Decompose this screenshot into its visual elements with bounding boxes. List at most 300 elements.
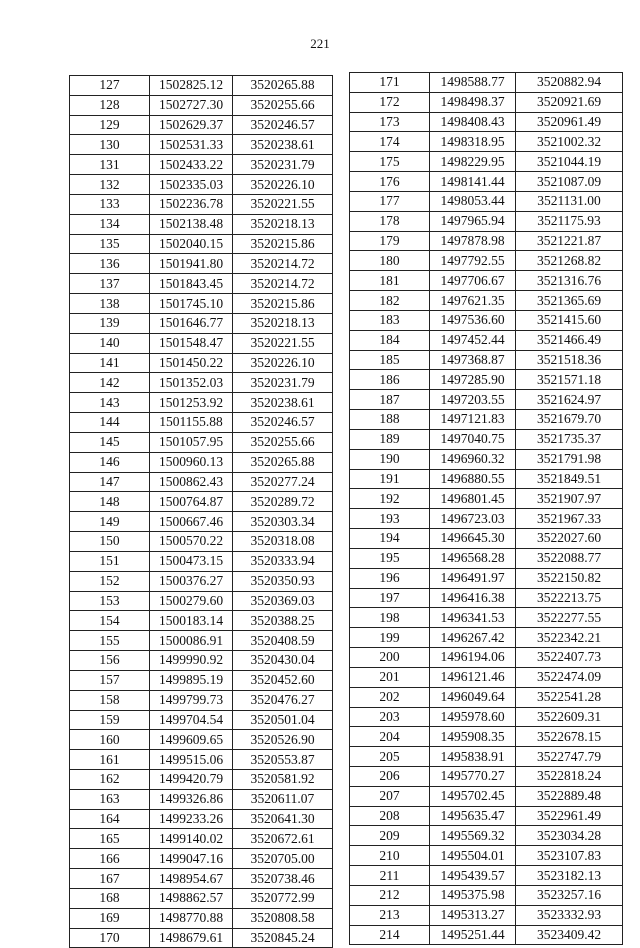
x-coordinate-cell: 1497878.98 bbox=[430, 231, 516, 251]
point-number-cell: 175 bbox=[350, 152, 430, 172]
x-coordinate-cell: 1499799.73 bbox=[150, 690, 233, 710]
point-number-cell: 174 bbox=[350, 132, 430, 152]
x-coordinate-cell: 1497121.83 bbox=[430, 410, 516, 430]
y-coordinate-cell: 3523409.42 bbox=[516, 925, 623, 945]
x-coordinate-cell: 1500667.46 bbox=[150, 512, 233, 532]
x-coordinate-cell: 1498679.61 bbox=[150, 928, 233, 948]
point-number-cell: 149 bbox=[70, 512, 150, 532]
y-coordinate-cell: 3521268.82 bbox=[516, 251, 623, 271]
y-coordinate-cell: 3521735.37 bbox=[516, 429, 623, 449]
y-coordinate-cell: 3523332.93 bbox=[516, 905, 623, 925]
x-coordinate-cell: 1500473.15 bbox=[150, 551, 233, 571]
x-coordinate-cell: 1496491.97 bbox=[430, 568, 516, 588]
point-number-cell: 205 bbox=[350, 747, 430, 767]
x-coordinate-cell: 1496880.55 bbox=[430, 469, 516, 489]
table-row bbox=[70, 730, 333, 750]
point-number-cell: 210 bbox=[350, 846, 430, 866]
table-row bbox=[70, 333, 333, 353]
point-number-cell: 186 bbox=[350, 370, 430, 390]
table-row bbox=[70, 254, 333, 274]
table-row bbox=[350, 112, 623, 132]
table-row bbox=[70, 492, 333, 512]
x-coordinate-cell: 1499990.92 bbox=[150, 651, 233, 671]
table-row bbox=[70, 373, 333, 393]
x-coordinate-cell: 1497452.44 bbox=[430, 330, 516, 350]
x-coordinate-cell: 1501843.45 bbox=[150, 274, 233, 294]
x-coordinate-cell: 1499704.54 bbox=[150, 710, 233, 730]
x-coordinate-cell: 1496645.30 bbox=[430, 529, 516, 549]
x-coordinate-cell: 1500279.60 bbox=[150, 591, 233, 611]
x-coordinate-cell: 1498770.88 bbox=[150, 908, 233, 928]
table-row bbox=[70, 769, 333, 789]
x-coordinate-cell: 1495635.47 bbox=[430, 806, 516, 826]
point-number-cell: 163 bbox=[70, 789, 150, 809]
point-number-cell: 185 bbox=[350, 350, 430, 370]
y-coordinate-cell: 3520289.72 bbox=[233, 492, 333, 512]
y-coordinate-cell: 3520214.72 bbox=[233, 274, 333, 294]
x-coordinate-cell: 1497040.75 bbox=[430, 429, 516, 449]
table-row bbox=[70, 234, 333, 254]
point-number-cell: 155 bbox=[70, 631, 150, 651]
x-coordinate-cell: 1495702.45 bbox=[430, 786, 516, 806]
y-coordinate-cell: 3520553.87 bbox=[233, 750, 333, 770]
y-coordinate-cell: 3520214.72 bbox=[233, 254, 333, 274]
x-coordinate-cell: 1498862.57 bbox=[150, 888, 233, 908]
table-row bbox=[350, 588, 623, 608]
point-number-cell: 144 bbox=[70, 413, 150, 433]
point-number-cell: 142 bbox=[70, 373, 150, 393]
y-coordinate-cell: 3520581.92 bbox=[233, 769, 333, 789]
x-coordinate-cell: 1501450.22 bbox=[150, 353, 233, 373]
table-row bbox=[350, 885, 623, 905]
coordinates-table-left bbox=[69, 75, 333, 948]
x-coordinate-cell: 1495978.60 bbox=[430, 707, 516, 727]
y-coordinate-cell: 3520238.61 bbox=[233, 135, 333, 155]
table-row bbox=[350, 548, 623, 568]
y-coordinate-cell: 3520318.08 bbox=[233, 532, 333, 552]
y-coordinate-cell: 3520238.61 bbox=[233, 393, 333, 413]
x-coordinate-cell: 1499609.65 bbox=[150, 730, 233, 750]
y-coordinate-cell: 3521624.97 bbox=[516, 390, 623, 410]
y-coordinate-cell: 3521044.19 bbox=[516, 152, 623, 172]
point-number-cell: 148 bbox=[70, 492, 150, 512]
point-number-cell: 170 bbox=[70, 928, 150, 948]
table-row bbox=[350, 707, 623, 727]
point-number-cell: 169 bbox=[70, 908, 150, 928]
point-number-cell: 156 bbox=[70, 651, 150, 671]
table-row bbox=[350, 846, 623, 866]
y-coordinate-cell: 3522213.75 bbox=[516, 588, 623, 608]
x-coordinate-cell: 1496267.42 bbox=[430, 628, 516, 648]
x-coordinate-cell: 1495251.44 bbox=[430, 925, 516, 945]
x-coordinate-cell: 1495908.35 bbox=[430, 727, 516, 747]
table-row bbox=[350, 92, 623, 112]
y-coordinate-cell: 3520921.69 bbox=[516, 92, 623, 112]
table-row bbox=[70, 591, 333, 611]
point-number-cell: 141 bbox=[70, 353, 150, 373]
x-coordinate-cell: 1500183.14 bbox=[150, 611, 233, 631]
x-coordinate-cell: 1498141.44 bbox=[430, 172, 516, 192]
table-row bbox=[70, 135, 333, 155]
table-row bbox=[70, 413, 333, 433]
table-row bbox=[350, 370, 623, 390]
point-number-cell: 158 bbox=[70, 690, 150, 710]
x-coordinate-cell: 1495375.98 bbox=[430, 885, 516, 905]
table-row bbox=[70, 175, 333, 195]
point-number-cell: 176 bbox=[350, 172, 430, 192]
x-coordinate-cell: 1502433.22 bbox=[150, 155, 233, 175]
point-number-cell: 165 bbox=[70, 829, 150, 849]
point-number-cell: 129 bbox=[70, 115, 150, 135]
table-row bbox=[70, 115, 333, 135]
table-row bbox=[70, 214, 333, 234]
point-number-cell: 188 bbox=[350, 410, 430, 430]
y-coordinate-cell: 3520672.61 bbox=[233, 829, 333, 849]
table-row bbox=[70, 710, 333, 730]
table-row bbox=[350, 271, 623, 291]
table-row bbox=[350, 766, 623, 786]
table-row bbox=[70, 194, 333, 214]
table-row bbox=[70, 532, 333, 552]
x-coordinate-cell: 1496416.38 bbox=[430, 588, 516, 608]
x-coordinate-cell: 1499233.26 bbox=[150, 809, 233, 829]
x-coordinate-cell: 1502727.30 bbox=[150, 95, 233, 115]
point-number-cell: 207 bbox=[350, 786, 430, 806]
y-coordinate-cell: 3520611.07 bbox=[233, 789, 333, 809]
y-coordinate-cell: 3522088.77 bbox=[516, 548, 623, 568]
table-row bbox=[70, 789, 333, 809]
table-row bbox=[70, 670, 333, 690]
x-coordinate-cell: 1498498.37 bbox=[430, 92, 516, 112]
x-coordinate-cell: 1495504.01 bbox=[430, 846, 516, 866]
table-row bbox=[70, 353, 333, 373]
table-row bbox=[350, 73, 623, 93]
y-coordinate-cell: 3521571.18 bbox=[516, 370, 623, 390]
x-coordinate-cell: 1497792.55 bbox=[430, 251, 516, 271]
y-coordinate-cell: 3521221.87 bbox=[516, 231, 623, 251]
table-row bbox=[350, 310, 623, 330]
x-coordinate-cell: 1496723.03 bbox=[430, 509, 516, 529]
x-coordinate-cell: 1497285.90 bbox=[430, 370, 516, 390]
point-number-cell: 133 bbox=[70, 194, 150, 214]
point-number-cell: 140 bbox=[70, 333, 150, 353]
table-row bbox=[350, 251, 623, 271]
y-coordinate-cell: 3520215.86 bbox=[233, 294, 333, 314]
point-number-cell: 153 bbox=[70, 591, 150, 611]
y-coordinate-cell: 3521518.36 bbox=[516, 350, 623, 370]
table-row bbox=[350, 449, 623, 469]
point-number-cell: 157 bbox=[70, 670, 150, 690]
x-coordinate-cell: 1498408.43 bbox=[430, 112, 516, 132]
x-coordinate-cell: 1495569.32 bbox=[430, 826, 516, 846]
point-number-cell: 204 bbox=[350, 727, 430, 747]
point-number-cell: 172 bbox=[350, 92, 430, 112]
point-number-cell: 199 bbox=[350, 628, 430, 648]
point-number-cell: 173 bbox=[350, 112, 430, 132]
y-coordinate-cell: 3520215.86 bbox=[233, 234, 333, 254]
point-number-cell: 177 bbox=[350, 191, 430, 211]
y-coordinate-cell: 3522678.15 bbox=[516, 727, 623, 747]
x-coordinate-cell: 1500376.27 bbox=[150, 571, 233, 591]
point-number-cell: 152 bbox=[70, 571, 150, 591]
point-number-cell: 134 bbox=[70, 214, 150, 234]
y-coordinate-cell: 3522747.79 bbox=[516, 747, 623, 767]
x-coordinate-cell: 1496568.28 bbox=[430, 548, 516, 568]
point-number-cell: 195 bbox=[350, 548, 430, 568]
table-row bbox=[350, 330, 623, 350]
y-coordinate-cell: 3523107.83 bbox=[516, 846, 623, 866]
table-row bbox=[70, 869, 333, 889]
point-number-cell: 179 bbox=[350, 231, 430, 251]
x-coordinate-cell: 1499047.16 bbox=[150, 849, 233, 869]
table-row bbox=[350, 648, 623, 668]
y-coordinate-cell: 3520452.60 bbox=[233, 670, 333, 690]
x-coordinate-cell: 1499140.02 bbox=[150, 829, 233, 849]
y-coordinate-cell: 3520705.00 bbox=[233, 849, 333, 869]
y-coordinate-cell: 3521679.70 bbox=[516, 410, 623, 430]
x-coordinate-cell: 1497965.94 bbox=[430, 211, 516, 231]
y-coordinate-cell: 3522609.31 bbox=[516, 707, 623, 727]
y-coordinate-cell: 3520226.10 bbox=[233, 353, 333, 373]
y-coordinate-cell: 3522541.28 bbox=[516, 687, 623, 707]
table-row bbox=[70, 512, 333, 532]
x-coordinate-cell: 1495439.57 bbox=[430, 866, 516, 886]
x-coordinate-cell: 1501155.88 bbox=[150, 413, 233, 433]
y-coordinate-cell: 3520808.58 bbox=[233, 908, 333, 928]
x-coordinate-cell: 1499895.19 bbox=[150, 670, 233, 690]
point-number-cell: 154 bbox=[70, 611, 150, 631]
y-coordinate-cell: 3522150.82 bbox=[516, 568, 623, 588]
table-row bbox=[350, 211, 623, 231]
x-coordinate-cell: 1498954.67 bbox=[150, 869, 233, 889]
y-coordinate-cell: 3520265.88 bbox=[233, 452, 333, 472]
y-coordinate-cell: 3520961.49 bbox=[516, 112, 623, 132]
point-number-cell: 131 bbox=[70, 155, 150, 175]
table-row bbox=[350, 191, 623, 211]
point-number-cell: 213 bbox=[350, 905, 430, 925]
point-number-cell: 181 bbox=[350, 271, 430, 291]
point-number-cell: 201 bbox=[350, 667, 430, 687]
y-coordinate-cell: 3520265.88 bbox=[233, 76, 333, 96]
x-coordinate-cell: 1495770.27 bbox=[430, 766, 516, 786]
table-row bbox=[350, 132, 623, 152]
y-coordinate-cell: 3520772.99 bbox=[233, 888, 333, 908]
y-coordinate-cell: 3522407.73 bbox=[516, 648, 623, 668]
table-row bbox=[70, 95, 333, 115]
y-coordinate-cell: 3520246.57 bbox=[233, 115, 333, 135]
table-row bbox=[70, 274, 333, 294]
y-coordinate-cell: 3520501.04 bbox=[233, 710, 333, 730]
table-row bbox=[350, 390, 623, 410]
table-row bbox=[70, 809, 333, 829]
table-row bbox=[70, 432, 333, 452]
y-coordinate-cell: 3520221.55 bbox=[233, 194, 333, 214]
table-row bbox=[70, 472, 333, 492]
y-coordinate-cell: 3521466.49 bbox=[516, 330, 623, 350]
x-coordinate-cell: 1502040.15 bbox=[150, 234, 233, 254]
coordinates-table-right bbox=[349, 72, 623, 945]
point-number-cell: 189 bbox=[350, 429, 430, 449]
x-coordinate-cell: 1496341.53 bbox=[430, 608, 516, 628]
point-number-cell: 150 bbox=[70, 532, 150, 552]
point-number-cell: 146 bbox=[70, 452, 150, 472]
y-coordinate-cell: 3520388.25 bbox=[233, 611, 333, 631]
x-coordinate-cell: 1499326.86 bbox=[150, 789, 233, 809]
x-coordinate-cell: 1496049.64 bbox=[430, 687, 516, 707]
x-coordinate-cell: 1502138.48 bbox=[150, 214, 233, 234]
point-number-cell: 208 bbox=[350, 806, 430, 826]
table-row bbox=[350, 410, 623, 430]
point-number-cell: 184 bbox=[350, 330, 430, 350]
y-coordinate-cell: 3520226.10 bbox=[233, 175, 333, 195]
y-coordinate-cell: 3521002.32 bbox=[516, 132, 623, 152]
table-row bbox=[350, 172, 623, 192]
table-row bbox=[70, 928, 333, 948]
table-row bbox=[70, 452, 333, 472]
y-coordinate-cell: 3522342.21 bbox=[516, 628, 623, 648]
x-coordinate-cell: 1500570.22 bbox=[150, 532, 233, 552]
x-coordinate-cell: 1502531.33 bbox=[150, 135, 233, 155]
point-number-cell: 171 bbox=[350, 73, 430, 93]
point-number-cell: 160 bbox=[70, 730, 150, 750]
y-coordinate-cell: 3522818.24 bbox=[516, 766, 623, 786]
table-row bbox=[350, 429, 623, 449]
x-coordinate-cell: 1498229.95 bbox=[430, 152, 516, 172]
table-row bbox=[70, 690, 333, 710]
table-row bbox=[350, 747, 623, 767]
x-coordinate-cell: 1497203.55 bbox=[430, 390, 516, 410]
point-number-cell: 190 bbox=[350, 449, 430, 469]
y-coordinate-cell: 3521316.76 bbox=[516, 271, 623, 291]
y-coordinate-cell: 3520369.03 bbox=[233, 591, 333, 611]
y-coordinate-cell: 3520255.66 bbox=[233, 432, 333, 452]
point-number-cell: 200 bbox=[350, 648, 430, 668]
y-coordinate-cell: 3520221.55 bbox=[233, 333, 333, 353]
x-coordinate-cell: 1500862.43 bbox=[150, 472, 233, 492]
table-row bbox=[350, 608, 623, 628]
table-row bbox=[70, 829, 333, 849]
y-coordinate-cell: 3521087.09 bbox=[516, 172, 623, 192]
point-number-cell: 161 bbox=[70, 750, 150, 770]
x-coordinate-cell: 1496194.06 bbox=[430, 648, 516, 668]
y-coordinate-cell: 3522889.48 bbox=[516, 786, 623, 806]
y-coordinate-cell: 3520255.66 bbox=[233, 95, 333, 115]
y-coordinate-cell: 3522961.49 bbox=[516, 806, 623, 826]
table-row bbox=[350, 866, 623, 886]
x-coordinate-cell: 1497706.67 bbox=[430, 271, 516, 291]
y-coordinate-cell: 3521175.93 bbox=[516, 211, 623, 231]
point-number-cell: 164 bbox=[70, 809, 150, 829]
y-coordinate-cell: 3521131.00 bbox=[516, 191, 623, 211]
table-row bbox=[70, 750, 333, 770]
table-row bbox=[350, 826, 623, 846]
point-number-cell: 162 bbox=[70, 769, 150, 789]
table-row bbox=[70, 908, 333, 928]
point-number-cell: 196 bbox=[350, 568, 430, 588]
x-coordinate-cell: 1500086.91 bbox=[150, 631, 233, 651]
point-number-cell: 182 bbox=[350, 291, 430, 311]
y-coordinate-cell: 3521415.60 bbox=[516, 310, 623, 330]
table-row bbox=[350, 806, 623, 826]
table-row bbox=[70, 611, 333, 631]
point-number-cell: 197 bbox=[350, 588, 430, 608]
point-number-cell: 193 bbox=[350, 509, 430, 529]
x-coordinate-cell: 1495313.27 bbox=[430, 905, 516, 925]
table-row bbox=[70, 155, 333, 175]
y-coordinate-cell: 3520526.90 bbox=[233, 730, 333, 750]
y-coordinate-cell: 3520231.79 bbox=[233, 373, 333, 393]
point-number-cell: 192 bbox=[350, 489, 430, 509]
point-number-cell: 138 bbox=[70, 294, 150, 314]
x-coordinate-cell: 1501253.92 bbox=[150, 393, 233, 413]
table-row bbox=[350, 489, 623, 509]
point-number-cell: 136 bbox=[70, 254, 150, 274]
y-coordinate-cell: 3520738.46 bbox=[233, 869, 333, 889]
x-coordinate-cell: 1498588.77 bbox=[430, 73, 516, 93]
table-row bbox=[350, 509, 623, 529]
x-coordinate-cell: 1496960.32 bbox=[430, 449, 516, 469]
y-coordinate-cell: 3520476.27 bbox=[233, 690, 333, 710]
table-row bbox=[70, 393, 333, 413]
point-number-cell: 145 bbox=[70, 432, 150, 452]
point-number-cell: 132 bbox=[70, 175, 150, 195]
x-coordinate-cell: 1497621.35 bbox=[430, 291, 516, 311]
table-row bbox=[350, 568, 623, 588]
point-number-cell: 178 bbox=[350, 211, 430, 231]
y-coordinate-cell: 3523034.28 bbox=[516, 826, 623, 846]
table-row bbox=[70, 76, 333, 96]
y-coordinate-cell: 3520430.04 bbox=[233, 651, 333, 671]
point-number-cell: 151 bbox=[70, 551, 150, 571]
y-coordinate-cell: 3522474.09 bbox=[516, 667, 623, 687]
y-coordinate-cell: 3520408.59 bbox=[233, 631, 333, 651]
point-number-cell: 143 bbox=[70, 393, 150, 413]
point-number-cell: 191 bbox=[350, 469, 430, 489]
y-coordinate-cell: 3520350.93 bbox=[233, 571, 333, 591]
y-coordinate-cell: 3521907.97 bbox=[516, 489, 623, 509]
x-coordinate-cell: 1496801.45 bbox=[430, 489, 516, 509]
table-row bbox=[350, 152, 623, 172]
y-coordinate-cell: 3520303.34 bbox=[233, 512, 333, 532]
point-number-cell: 209 bbox=[350, 826, 430, 846]
table-row bbox=[350, 925, 623, 945]
point-number-cell: 139 bbox=[70, 313, 150, 333]
table-row bbox=[70, 571, 333, 591]
point-number-cell: 194 bbox=[350, 529, 430, 549]
x-coordinate-cell: 1502825.12 bbox=[150, 76, 233, 96]
x-coordinate-cell: 1499515.06 bbox=[150, 750, 233, 770]
point-number-cell: 167 bbox=[70, 869, 150, 889]
y-coordinate-cell: 3520333.94 bbox=[233, 551, 333, 571]
table-row bbox=[350, 687, 623, 707]
table-row bbox=[70, 631, 333, 651]
table-row bbox=[350, 905, 623, 925]
point-number-cell: 202 bbox=[350, 687, 430, 707]
point-number-cell: 187 bbox=[350, 390, 430, 410]
point-number-cell: 130 bbox=[70, 135, 150, 155]
x-coordinate-cell: 1497368.87 bbox=[430, 350, 516, 370]
table-row bbox=[70, 849, 333, 869]
table-row bbox=[70, 551, 333, 571]
point-number-cell: 198 bbox=[350, 608, 430, 628]
x-coordinate-cell: 1498053.44 bbox=[430, 191, 516, 211]
x-coordinate-cell: 1501057.95 bbox=[150, 432, 233, 452]
table-row bbox=[350, 727, 623, 747]
table-row bbox=[350, 231, 623, 251]
y-coordinate-cell: 3520218.13 bbox=[233, 313, 333, 333]
y-coordinate-cell: 3521967.33 bbox=[516, 509, 623, 529]
point-number-cell: 206 bbox=[350, 766, 430, 786]
